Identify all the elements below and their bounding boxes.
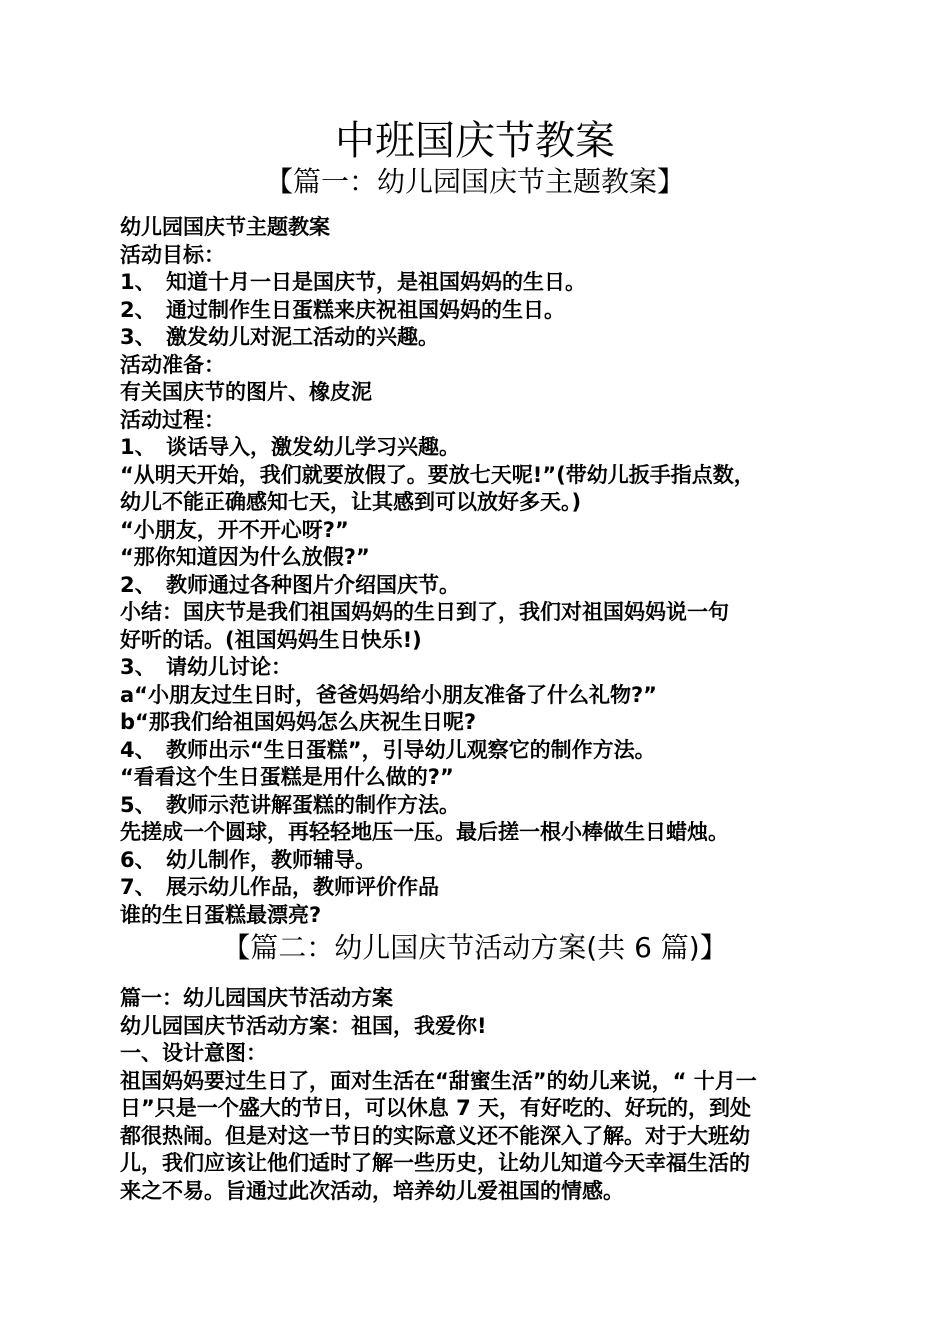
item-number: 5、 — [120, 792, 156, 817]
item-text: 教师通过各种图片介绍国庆节。 — [166, 572, 460, 597]
item-text: 幼儿制作，教师辅导。 — [166, 847, 376, 872]
numbered-item — [114, 792, 844, 820]
item-number: 6、 — [120, 847, 156, 872]
numbered-item — [114, 847, 844, 875]
item-number: 2、 — [120, 572, 156, 597]
item-text: 通过制作生日蛋糕来庆祝祖国妈妈的生日。 — [166, 297, 565, 322]
text-line: “那你知道因为什么放假?” — [120, 545, 370, 569]
item-number: 4、 — [120, 737, 156, 762]
numbered-item — [114, 654, 844, 682]
text-line: 儿，我们应该让他们适时了解一些历史，让幼儿知道今天幸福生活的 — [120, 1151, 750, 1175]
item-number: 2、 — [120, 297, 156, 322]
text-line: 篇一：幼儿园国庆节活动方案 — [120, 986, 393, 1010]
text-line: “从明天开始，我们就要放假了。要放七天呢!”(带幼儿扳手指点数， — [120, 462, 755, 487]
text-line: 祖国妈妈要过生日了，面对生活在“甜蜜生活”的幼儿来说，“ 十月一 — [120, 1068, 757, 1093]
item-number: 1、 — [120, 435, 156, 459]
numbered-item — [114, 269, 844, 297]
text-line: a“小朋友过生日时，爸爸妈妈给小朋友准备了什么礼物?” — [120, 682, 657, 707]
text-line: 都很热闹。但是对这一节日的实际意义还不能深入了解。对于大班幼 — [120, 1123, 750, 1148]
numbered-item — [114, 297, 844, 325]
numbered-item — [114, 737, 844, 765]
item-text: 教师示范讲解蛋糕的制作方法。 — [166, 792, 460, 817]
text-line: b“那我们给祖国妈妈怎么庆祝生日呢? — [120, 710, 477, 734]
text-line: 活动目标： — [120, 242, 225, 267]
text-line: 有关国庆节的图片、橡皮泥 — [120, 380, 372, 404]
text-line: 好听的话。(祖国妈妈生日快乐!) — [120, 627, 422, 652]
document-title: 中班国庆节教案 — [335, 118, 615, 164]
item-number: 3、 — [120, 325, 156, 349]
text-line: 幼儿园国庆节活动方案：祖国，我爱你! — [120, 1013, 487, 1038]
section1-body — [114, 214, 844, 929]
text-line: “看看这个生日蛋糕是用什么做的?” — [120, 765, 454, 789]
item-text: 激发幼儿对泥工活动的兴趣。 — [166, 325, 439, 349]
item-text: 展示幼儿作品，教师评价作品 — [166, 875, 439, 899]
item-text: 请幼儿讨论： — [166, 655, 292, 679]
text-line: 日”只是一个盛大的节日，可以休息 7 天，有好吃的、好玩的，到处 — [120, 1096, 752, 1120]
text-line: 活动过程： — [120, 407, 225, 432]
text-line: 小结：国庆节是我们祖国妈妈的生日到了，我们对祖国妈妈说一句 — [120, 600, 729, 624]
numbered-item — [114, 572, 844, 600]
text-line: 一、设计意图： — [120, 1041, 267, 1065]
item-number: 1、 — [120, 270, 156, 294]
text-line: 先搓成一个圆球，再轻轻地压一压。最后搓一根小棒做生日蜡烛。 — [120, 820, 729, 844]
text-line: 幼儿园国庆节主题教案 — [120, 215, 330, 239]
item-number: 3、 — [120, 655, 156, 679]
section2-heading: 【篇二：幼儿国庆节活动方案(共 6 篇)】 — [222, 931, 728, 964]
item-number: 7、 — [120, 875, 156, 899]
item-text: 教师出示“生日蛋糕”，引导幼儿观察它的制作方法。 — [166, 737, 656, 762]
text-line: 活动准备： — [120, 352, 225, 377]
section2-body — [114, 985, 844, 1205]
text-line: 幼儿不能正确感知七天，让其感到可以放好多天。) — [120, 490, 582, 514]
section1-heading: 【篇一：幼儿园国庆节主题教案】 — [264, 165, 685, 198]
text-line: 来之不易。旨通过此次活动，培养幼儿爱祖国的情感。 — [120, 1178, 624, 1203]
numbered-item — [114, 874, 844, 902]
numbered-item — [114, 324, 844, 352]
text-line: “小朋友，开不开心呀?” — [120, 517, 349, 542]
numbered-item — [114, 434, 844, 462]
item-text: 谈话导入，激发幼儿学习兴趣。 — [166, 435, 460, 459]
item-text: 知道十月一日是国庆节，是祖国妈妈的生日。 — [166, 270, 586, 294]
text-line: 谁的生日蛋糕最漂亮? — [120, 902, 322, 927]
